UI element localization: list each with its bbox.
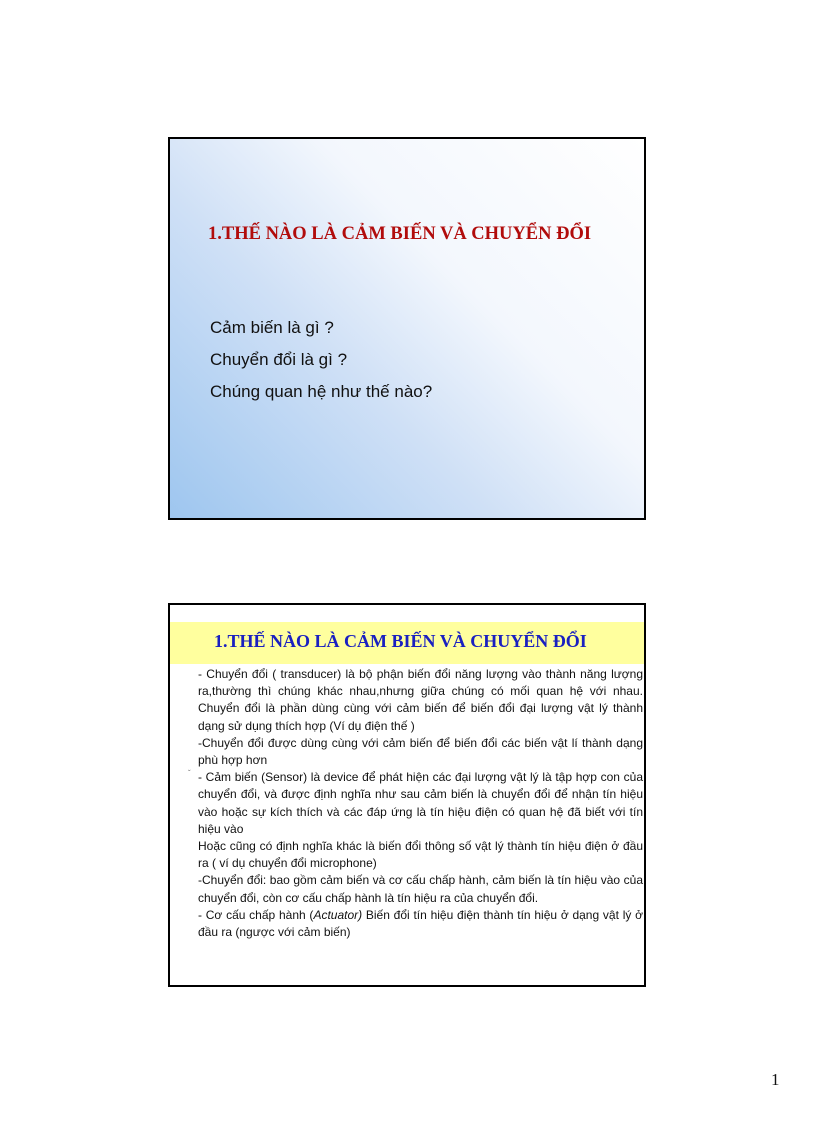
- question-item: Chúng quan hệ như thế nào?: [210, 382, 433, 401]
- body-paragraph: Hoặc cũng có định nghĩa khác là biến đổi thông số vật lý thành tín hiệu điện ở đầu ra ( ví dụ chuyển đổi microphone): [198, 839, 643, 871]
- slide-2: [168, 603, 646, 987]
- question-list: [210, 312, 432, 408]
- slide-2-body: [198, 666, 643, 941]
- body-paragraph: -Chuyển đổi: bao gồm cảm biến và cơ cấu chấp hành, cảm biến là tín hiệu vào của chuyển đổi, còn cơ cấu chấp hành là tín hiệu ra của chuyển đổi.: [198, 873, 643, 905]
- body-text: - Cơ cấu chấp hành (: [198, 907, 314, 922]
- slide-2-title: 1.THẾ NÀO LÀ CẢM BIẾN VÀ CHUYỂN ĐỔI: [214, 631, 587, 651]
- page-number: 1: [771, 1070, 780, 1089]
- title-banner: [170, 622, 644, 664]
- question-item: Chuyển đổi là gì ?: [210, 350, 348, 369]
- body-text: Biến đổi tín hiệu điện thành tín hiệu ở dạng vật lý ở đầu ra (ngược với cảm biến): [198, 907, 644, 940]
- body-paragraph: -Chuyển đổi được dùng cùng với cảm biến để biến đổi các biến vật lí thành dạng phù hợp hơn: [198, 735, 643, 768]
- slide-1: [168, 137, 646, 520]
- slide-1-title: 1.THẾ NÀO LÀ CẢM BIẾN VÀ CHUYỂN ĐỔI: [208, 224, 592, 244]
- body-paragraph: [198, 907, 643, 941]
- small-mark: ˇ: [188, 769, 191, 778]
- question-item: Cảm biến là gì ?: [210, 318, 334, 337]
- body-paragraph: - Chuyển đổi ( transducer) là bộ phận biến đổi năng lượng vào thành năng lượng ra,thường thì chúng khác nhau,nhưng giữa chúng có mối quan hệ với nhau. Chuyển đổi là phần dùng cùng với cảm biến để biến đổi đại lượng vật lý thành dạng sử dụng thích hợp (Ví dụ điện thế ): [198, 667, 643, 733]
- actuator-term: Actuator): [313, 907, 363, 922]
- body-paragraph: - Cảm biến (Sensor) là device để phát hiện các đại lượng vật lý là tập hợp con của chuyển đổi, và được định nghĩa như sau cảm biến là chuyển đổi để nhận tín hiệu vào hoặc sự kích thích và các đáp ứng là tín hiệu điện có quan hệ đã biết với tín hiệu vào: [198, 770, 643, 836]
